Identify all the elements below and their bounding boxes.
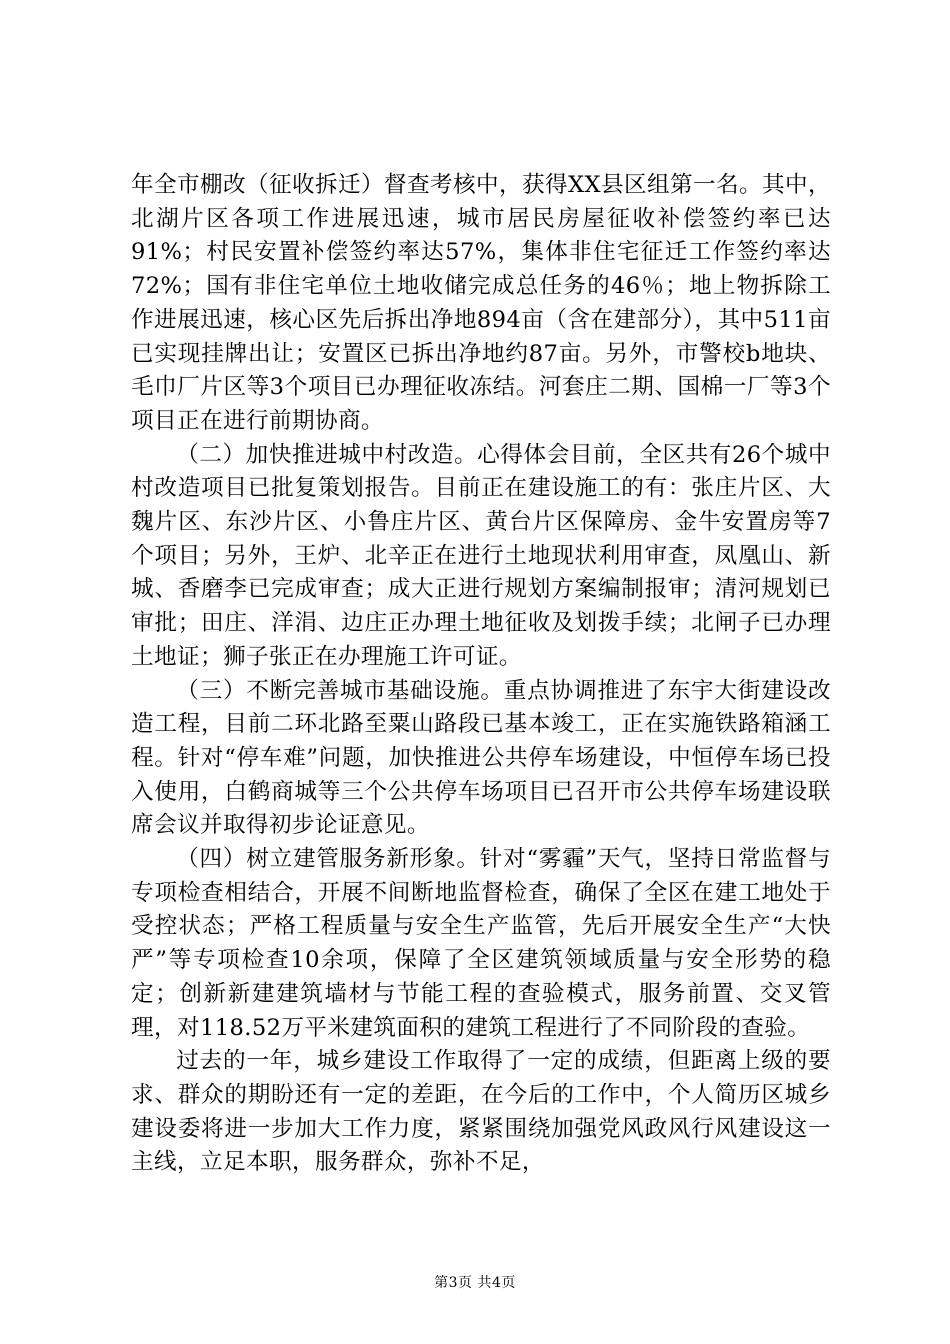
- document-body: [131, 169, 831, 1180]
- paragraph-infrastructure: （三）不断完善城市基础设施。重点协调推进了东宇大街建设改造工程，目前二环北路至粟山路段已基本竣工，正在实施铁路箱涵工程。针对“停车难”问题，加快推进公共停车场建设，中恒停车场已投入使用，白鹤商城等三个公共停车场项目已召开市公共停车场建设联席会议并取得初步论证意见。: [131, 677, 831, 839]
- paragraph-urban-village: （二）加快推进城中村改造。心得体会目前，全区共有26个城中村改造项目已批复策划报告。目前正在建设施工的有：张庄片区、大魏片区、东沙片区、小鲁庄片区、黄台片区保障房、金牛安置房等7个项目；另外，王炉、北辛正在进行土地现状利用审查，凤凰山、新城、香磨李已完成审查；成大正进行规划方案编制报审；清河规划已审批；田庄、洋涓、边庄正办理土地征收及划拨手续；北闸子已办理土地证；狮子张正在办理施工许可证。: [131, 441, 831, 670]
- page-number-footer: 第3页 共4页: [434, 1275, 516, 1291]
- paragraph-construction-management: （四）树立建管服务新形象。针对“雾霾”天气，坚持日常监督与专项检查相结合，开展不间断地监督检查，确保了全区在建工地处于受控状态；严格工程质量与安全生产监管，先后开展安全生产“大快严”等专项检查10余项，保障了全区建筑领域质量与安全形势的稳定；创新新建建筑墙材与节能工程的查验模式，服务前置、交叉管理，对118.52万平米建筑面积的建筑工程进行了不同阶段的查验。: [131, 846, 831, 1041]
- paragraph-summary: 过去的一年，城乡建设工作取得了一定的成绩，但距离上级的要求、群众的期盼还有一定的差距，在今后的工作中，个人简历区城乡建设委将进一步加大工作力度，紧紧围绕加强党风政风行风建设这一主线，立足本职，服务群众，弥补不足，: [131, 1048, 831, 1176]
- paragraph-continuation: 年全市棚改（征收拆迁）督查考核中，获得XX县区组第一名。其中，北湖片区各项工作进展迅速，城市居民房屋征收补偿签约率已达91%；村民安置补偿签约率达57%，集体非住宅征迁工作签约率达72%；国有非住宅单位土地收储完成总任务的46％；地上物拆除工作进展迅速，核心区先后拆出净地894亩（含在建部分），其中511亩已实现挂牌出让；安置区已拆出净地约87亩。另外，市警校b地块、毛巾厂片区等3个项目已办理征收冻结。河套庄二期、国棉一厂等3个项目正在进行前期协商。: [131, 172, 831, 434]
